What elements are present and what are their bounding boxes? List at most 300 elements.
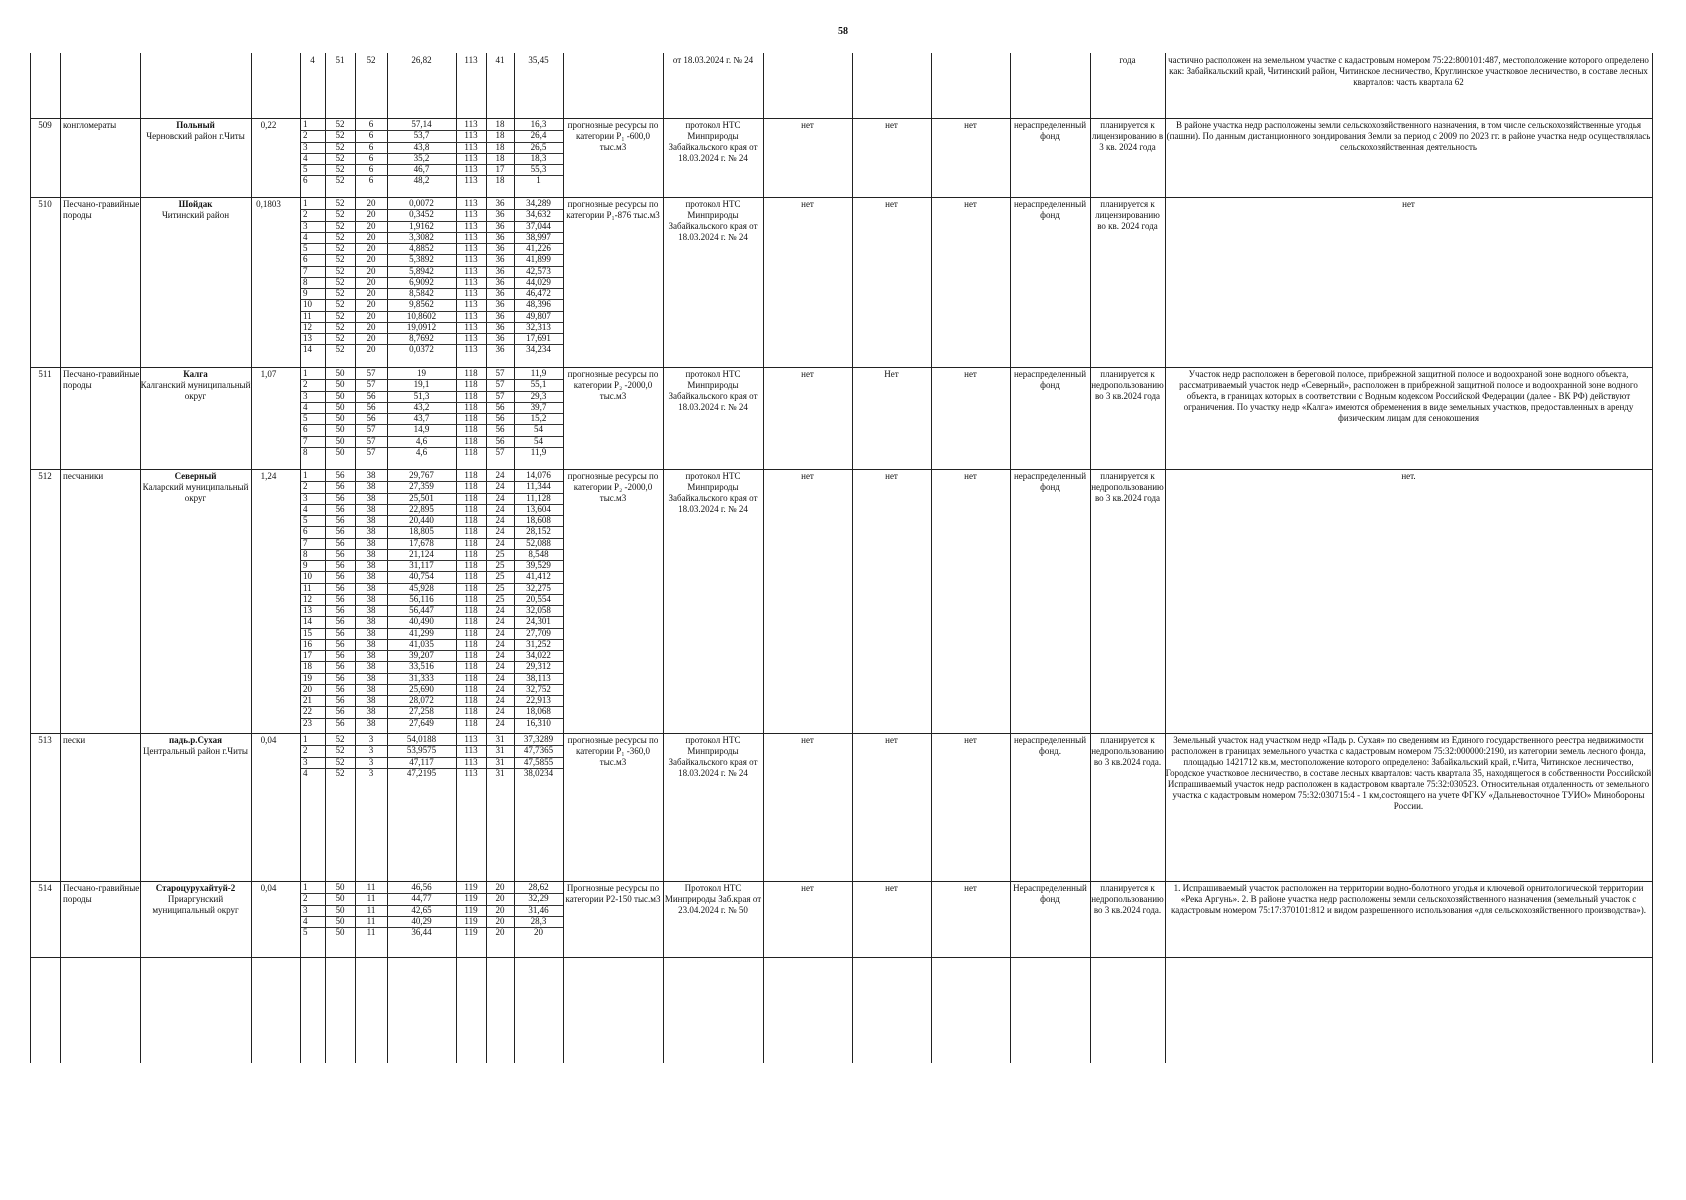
row-number: 510 <box>38 199 52 209</box>
coord-cell-e: 25 <box>495 548 505 559</box>
coord-cell-n: 10 <box>303 299 312 310</box>
site-name: Польный <box>176 120 215 130</box>
coord-cell-c: 46,7 <box>413 164 430 174</box>
coord-cell-a: 50 <box>335 413 345 423</box>
coord-cell-e: 24 <box>495 537 505 548</box>
coord-cell-n: 18 <box>303 661 312 672</box>
coord-cell-e: 24 <box>495 717 505 728</box>
coord-cell-n: 2 <box>303 209 308 220</box>
coord-cell-d: 113 <box>464 175 478 186</box>
coord-cell-b: 38 <box>366 503 376 514</box>
coord-cell-n: 5 <box>303 515 308 525</box>
coord-cell-d: 118 <box>464 672 478 683</box>
coord-cell-n: 4 <box>303 401 308 412</box>
coord-cell-c: 5,3892 <box>409 254 434 265</box>
coord-cell-e: 18 <box>495 175 505 186</box>
coord-cell-c: 0,3452 <box>409 209 434 220</box>
coord-cell-n: 1 <box>303 882 308 892</box>
coord-cell-c: 29,767 <box>409 470 434 480</box>
coord-cell-c: 42,65 <box>411 904 432 915</box>
coord-cell-c: 43,7 <box>413 413 430 423</box>
coord-cell-e: 24 <box>495 481 505 492</box>
coord-cell-f: 28,3 <box>530 915 547 926</box>
coord-cell-e: 36 <box>495 198 505 208</box>
coord-cell-d: 113 <box>464 152 478 163</box>
coord-cell-e: 36 <box>495 209 505 220</box>
coord-cell-f: 41,899 <box>526 254 551 265</box>
coord-cell-c: 14,9 <box>413 424 430 435</box>
coord-cell-b: 57 <box>366 435 376 446</box>
coord-cell-f: 47,7365 <box>523 745 554 756</box>
plan-cell: планируется к недропользованию во 3 кв.2024 года <box>1091 471 1164 503</box>
coord-cell-d: 113 <box>464 254 478 265</box>
coord-cell-a: 50 <box>335 927 345 937</box>
coord-cell-d: 118 <box>464 706 478 717</box>
coord-cell-c: 8,5842 <box>409 288 434 298</box>
coord-cell-a: 50 <box>335 401 345 412</box>
coord-cell-a: 56 <box>335 503 345 514</box>
coord-cell-c: 22,895 <box>409 503 434 514</box>
coord-cell-b: 38 <box>366 515 376 525</box>
coord-cell-a: 51 <box>335 55 345 65</box>
coord-cell-c: 27,649 <box>409 717 434 728</box>
coord-cell-b: 38 <box>366 582 376 593</box>
coord-cell-b: 6 <box>368 130 374 141</box>
row-divider <box>30 118 1652 119</box>
coord-cell-b: 57 <box>366 368 376 378</box>
coord-cell-b: 38 <box>366 672 376 683</box>
coord-cell-f: 41,412 <box>526 571 551 582</box>
row-divider <box>30 197 1652 198</box>
coord-cell-n: 3 <box>303 220 308 231</box>
coord-cell-e: 36 <box>495 321 505 332</box>
coord-cell-f: 38,113 <box>526 672 551 683</box>
flag-cell: нет <box>964 199 977 209</box>
coord-cell-b: 38 <box>366 548 376 559</box>
coord-cell-b: 38 <box>366 571 376 582</box>
coord-cell-e: 25 <box>495 560 505 570</box>
coord-cell-a: 50 <box>335 915 345 926</box>
row-number: 511 <box>38 369 52 379</box>
coord-cell-c: 28,072 <box>409 695 434 705</box>
coord-cell-f: 32,752 <box>526 683 551 694</box>
coord-cell-a: 56 <box>335 717 345 728</box>
coord-cell-e: 24 <box>495 515 505 525</box>
flag-cell: нет <box>964 369 977 379</box>
coord-cell-d: 113 <box>464 767 478 778</box>
coord-cell-a: 50 <box>335 893 345 904</box>
area: 0,22 <box>260 120 277 130</box>
flag-cell: нет <box>964 883 977 893</box>
coord-cell-a: 52 <box>335 265 345 276</box>
coord-cell-e: 31 <box>495 767 505 778</box>
coord-cell-a: 52 <box>335 152 345 163</box>
site-name: Калга <box>183 369 208 379</box>
coord-cell-a: 52 <box>335 220 345 231</box>
coord-cell-f: 38,997 <box>526 231 551 242</box>
coord-cell-d: 113 <box>464 321 478 332</box>
fund-cell: нераспределенный фонд <box>1013 199 1087 220</box>
flag-cell: нет <box>801 199 814 209</box>
coord-cell-b: 56 <box>366 401 376 412</box>
coord-cell-d: 118 <box>464 661 478 672</box>
coord-cell-b: 20 <box>366 243 376 253</box>
coord-cell-a: 56 <box>335 672 345 683</box>
district: Читинский район <box>161 210 230 220</box>
note-cell: частично расположен на земельном участке с кадастровым номером 75:22:800101:487, местоположение которого определено как: Забайкальский край, Читинский район, Читинское лесничество, Круглинское участковое лесничество, в составе лесных кварталов: часть квартала 62 <box>1168 55 1649 87</box>
coord-cell-e: 36 <box>495 220 505 231</box>
coord-cell-a: 52 <box>335 198 345 208</box>
coord-cell-n: 3 <box>303 904 308 915</box>
plan-cell: планируется к лицензированию во кв. 2024 года <box>1095 199 1160 231</box>
coord-cell-e: 31 <box>495 756 505 767</box>
coord-cell-d: 113 <box>464 141 478 152</box>
coord-cell-n: 14 <box>303 616 312 627</box>
flag-cell: нет <box>801 369 814 379</box>
mineral-type: песчаники <box>63 471 104 481</box>
plan-cell: планируется к недропользованию во 3 кв.2024 года. <box>1091 735 1164 767</box>
coord-cell-a: 56 <box>335 605 345 615</box>
row-number: 512 <box>38 471 52 481</box>
coord-cell-n: 11 <box>303 582 312 593</box>
coord-cell-b: 3 <box>368 756 374 767</box>
area: 0,04 <box>260 883 277 893</box>
coord-cell-a: 50 <box>335 446 345 457</box>
coord-cell-e: 36 <box>495 333 505 343</box>
coord-cell-f: 11,9 <box>530 368 547 378</box>
coord-cell-n: 7 <box>303 265 308 276</box>
coord-cell-a: 56 <box>335 627 345 638</box>
coord-cell-d: 118 <box>464 526 478 537</box>
coord-cell-c: 17,678 <box>409 537 434 548</box>
coord-cell-a: 56 <box>335 706 345 717</box>
coord-cell-b: 20 <box>366 254 376 265</box>
coord-cell-e: 24 <box>495 650 505 660</box>
coord-cell-d: 113 <box>464 130 478 141</box>
coord-cell-n: 5 <box>303 413 308 423</box>
coord-cell-d: 118 <box>464 717 478 728</box>
coord-cell-b: 11 <box>366 904 376 915</box>
coord-cell-c: 43,2 <box>413 401 430 412</box>
flag-cell: нет <box>885 120 898 130</box>
coord-cell-e: 24 <box>495 638 505 649</box>
mineral-type: Песчано-гравийные породы <box>63 199 140 220</box>
coord-cell-a: 52 <box>335 288 345 298</box>
coord-cell-n: 4 <box>303 915 308 926</box>
coord-cell-a: 56 <box>335 526 345 537</box>
coord-cell-e: 31 <box>495 745 505 756</box>
coord-cell-n: 3 <box>303 756 308 767</box>
coord-cell-c: 0,0372 <box>409 344 434 355</box>
coord-cell-b: 20 <box>366 344 376 355</box>
coord-cell-f: 48,396 <box>526 299 551 310</box>
coord-cell-d: 118 <box>464 605 478 615</box>
coord-cell-f: 16,310 <box>526 717 551 728</box>
coord-cell-a: 50 <box>335 368 345 378</box>
coord-cell-d: 118 <box>464 548 478 559</box>
protocol-cell: протокол НТС Минприроды Забайкальского края от 18.03.2024 г. № 24 <box>668 471 758 514</box>
coord-cell-a: 56 <box>335 616 345 627</box>
coord-cell-n: 5 <box>303 927 308 937</box>
coord-cell-a: 50 <box>335 390 345 401</box>
coord-cell-e: 20 <box>495 882 505 892</box>
coord-cell-f: 32,313 <box>526 321 551 332</box>
coord-cell-f: 54 <box>534 435 543 446</box>
coord-cell-b: 38 <box>366 537 376 548</box>
coord-cell-d: 118 <box>464 503 478 514</box>
coord-cell-n: 11 <box>303 310 312 321</box>
row-divider <box>30 367 1652 368</box>
coord-cell-n: 4 <box>303 767 308 778</box>
coord-cell-c: 4,8852 <box>409 243 434 253</box>
coord-cell-a: 52 <box>335 321 345 332</box>
coord-cell-n: 7 <box>303 435 308 446</box>
coord-cell-c: 41,035 <box>409 638 434 649</box>
district: Приаргунский муниципальный округ <box>152 894 239 915</box>
flag-cell: нет <box>801 120 814 130</box>
coord-cell-f: 32,29 <box>528 893 549 904</box>
coord-cell-d: 113 <box>464 265 478 276</box>
fund-cell: нераспределенный фонд <box>1013 471 1087 492</box>
coord-cell-f: 11,344 <box>526 481 551 492</box>
coord-cell-a: 50 <box>335 379 345 390</box>
protocol-cell: от 18.03.2024 г. № 24 <box>672 55 754 65</box>
coord-cell-e: 57 <box>495 379 505 390</box>
coord-cell-f: 41,226 <box>526 243 551 253</box>
coord-cell-b: 38 <box>366 481 376 492</box>
coord-cell-d: 113 <box>464 198 478 208</box>
coord-cell-f: 42,573 <box>526 265 551 276</box>
coord-cell-d: 118 <box>464 379 478 390</box>
coord-cell-f: 34,632 <box>526 209 551 220</box>
site-name: Северный <box>174 471 217 481</box>
coord-cell-f: 28,152 <box>526 526 551 537</box>
coord-cell-d: 119 <box>464 904 478 915</box>
coord-cell-c: 40,29 <box>411 915 432 926</box>
coord-cell-f: 11,128 <box>526 492 551 503</box>
coord-cell-b: 57 <box>366 446 376 457</box>
coord-cell-d: 118 <box>464 695 478 705</box>
coord-cell-c: 3,3082 <box>409 231 434 242</box>
coord-cell-b: 38 <box>366 706 376 717</box>
coord-cell-d: 113 <box>464 220 478 231</box>
coord-cell-f: 11,9 <box>530 446 547 457</box>
note-cell: Участок недр расположен в береговой полосе, прибрежной защитной полосе и водоохраной зоне водного объекта, рассматриваемый участок недр «Северный», расположен в прибрежной защитной полосе и водоохранной зоне водного объекта, в границах которых в соответствии с Водным кодексом Российской Федерации (далее - ВК РФ) действуют ограничения. По участку недр «Калга» имеются обременения в виде земельных участков, предоставленных в аренду физическим лицам для сенокошения <box>1179 369 1638 423</box>
coord-cell-a: 52 <box>335 745 345 756</box>
coord-cell-a: 50 <box>335 424 345 435</box>
coord-cell-n: 2 <box>303 130 308 141</box>
coord-cell-a: 52 <box>335 209 345 220</box>
coord-cell-a: 56 <box>335 560 345 570</box>
coord-cell-d: 113 <box>464 164 478 174</box>
coord-cell-n: 13 <box>303 333 312 343</box>
coord-cell-a: 50 <box>335 435 345 446</box>
coord-cell-c: 53,7 <box>413 130 430 141</box>
coord-cell-f: 24,301 <box>526 616 551 627</box>
coord-cell-f: 18,608 <box>526 515 551 525</box>
coord-cell-f: 34,234 <box>526 344 551 355</box>
coord-cell-d: 118 <box>464 390 478 401</box>
coord-cell-d: 118 <box>464 515 478 525</box>
coord-cell-b: 38 <box>366 593 376 604</box>
coord-cell-n: 4 <box>303 231 308 242</box>
coord-cell-n: 3 <box>303 492 308 503</box>
coord-cell-e: 24 <box>495 503 505 514</box>
coord-cell-d: 113 <box>464 745 478 756</box>
coord-cell-n: 9 <box>303 288 308 298</box>
coord-cell-d: 113 <box>464 333 478 343</box>
coord-cell-d: 113 <box>464 734 478 744</box>
coord-cell-b: 38 <box>366 683 376 694</box>
area: 0,04 <box>260 735 277 745</box>
coord-cell-f: 31,252 <box>526 638 551 649</box>
mineral-type: конгломераты <box>63 120 117 130</box>
plan-cell: планируется к лицензированию в 3 кв. 2024 года <box>1091 120 1164 152</box>
coord-cell-d: 118 <box>464 616 478 627</box>
coord-cell-e: 31 <box>495 734 505 744</box>
coord-cell-d: 118 <box>464 571 478 582</box>
coord-cell-c: 25,501 <box>409 492 434 503</box>
coord-cell-n: 7 <box>303 537 308 548</box>
coord-cell-d: 118 <box>464 401 478 412</box>
coord-cell-c: 25,690 <box>409 683 434 694</box>
coord-cell-b: 3 <box>368 734 374 744</box>
resources-cell: прогнозные ресурсы по категории Р₁ -360,0 тыс.м3 <box>567 735 659 767</box>
coord-cell-c: 36,44 <box>411 927 432 937</box>
coord-cell-e: 36 <box>495 344 505 355</box>
coord-cell-c: 27,359 <box>409 481 434 492</box>
coord-cell-a: 52 <box>335 254 345 265</box>
coord-cell-c: 56,116 <box>409 593 434 604</box>
coord-cell-f: 1 <box>536 175 541 186</box>
coord-cell-b: 38 <box>366 717 376 728</box>
coord-cell-d: 118 <box>464 627 478 638</box>
coord-cell-n: 2 <box>303 379 308 390</box>
coord-cell-d: 118 <box>464 582 478 593</box>
coord-cell-d: 113 <box>464 209 478 220</box>
coord-cell-b: 56 <box>366 413 376 423</box>
coord-cell-e: 18 <box>495 152 505 163</box>
coord-cell-f: 39,7 <box>530 401 547 412</box>
coord-cell-c: 0,0072 <box>409 198 434 208</box>
resources-cell: прогнозные ресурсы по категории Р₂ -2000,0 тыс.м3 <box>567 471 659 503</box>
coord-cell-e: 17 <box>495 164 505 174</box>
coord-cell-n: 19 <box>303 672 312 683</box>
coord-cell-a: 52 <box>335 175 345 186</box>
coord-cell-f: 32,275 <box>526 582 551 593</box>
coord-cell-b: 38 <box>366 560 376 570</box>
coord-cell-c: 21,124 <box>409 548 434 559</box>
coord-cell-n: 3 <box>303 141 308 152</box>
coord-cell-e: 24 <box>495 627 505 638</box>
coord-cell-f: 14,076 <box>526 470 551 480</box>
coord-cell-d: 119 <box>464 882 478 892</box>
coord-cell-b: 6 <box>368 164 374 174</box>
coord-cell-n: 6 <box>303 175 308 186</box>
coord-cell-b: 20 <box>366 231 376 242</box>
coord-cell-n: 8 <box>303 548 308 559</box>
coord-cell-d: 119 <box>464 915 478 926</box>
coord-cell-b: 20 <box>366 276 376 287</box>
coord-cell-e: 24 <box>495 695 505 705</box>
coord-cell-c: 26,82 <box>411 55 432 65</box>
coord-cell-f: 39,529 <box>526 560 551 570</box>
coord-cell-n: 2 <box>303 893 308 904</box>
row-divider <box>30 469 1652 470</box>
coord-cell-c: 31,333 <box>409 672 434 683</box>
coord-cell-b: 6 <box>368 152 374 163</box>
coord-cell-c: 43,8 <box>413 141 430 152</box>
coord-cell-a: 56 <box>335 638 345 649</box>
coord-cell-e: 24 <box>495 616 505 627</box>
coord-cell-e: 18 <box>495 141 505 152</box>
coord-cell-e: 36 <box>495 243 505 253</box>
coord-cell-e: 20 <box>495 904 505 915</box>
coord-cell-n: 12 <box>303 593 312 604</box>
coord-cell-b: 3 <box>368 767 374 778</box>
coord-cell-e: 36 <box>495 231 505 242</box>
coord-cell-a: 56 <box>335 537 345 548</box>
plan-cell: планируется к недропользованию во 3 кв.2024 года. <box>1091 883 1164 915</box>
coord-cell-c: 45,928 <box>409 582 434 593</box>
fund-cell: нераспределенный фонд. <box>1013 735 1087 756</box>
flag-cell: нет <box>885 199 898 209</box>
coord-cell-b: 11 <box>366 915 376 926</box>
district: Калганский муниципальный округ <box>140 380 251 401</box>
coord-cell-d: 118 <box>464 683 478 694</box>
coord-cell-f: 15,2 <box>530 413 547 423</box>
coord-cell-b: 57 <box>366 424 376 435</box>
coord-cell-e: 20 <box>495 915 505 926</box>
coord-cell-f: 29,3 <box>530 390 547 401</box>
coord-cell-f: 18,068 <box>526 706 551 717</box>
coord-cell-n: 9 <box>303 560 308 570</box>
coord-cell-n: 22 <box>303 706 312 717</box>
coord-cell-d: 118 <box>464 492 478 503</box>
coord-cell-a: 56 <box>335 492 345 503</box>
coord-cell-a: 52 <box>335 344 345 355</box>
coord-cell-c: 31,117 <box>409 560 434 570</box>
coord-cell-b: 57 <box>366 379 376 390</box>
coord-cell-n: 1 <box>303 734 308 744</box>
protocol-cell: протокол НТС Минприроды Забайкальского края от 18.03.2024 г. № 24 <box>668 735 758 778</box>
coord-cell-e: 57 <box>495 368 505 378</box>
coord-cell-b: 38 <box>366 650 376 660</box>
district: Центральный район г.Читы <box>143 746 248 756</box>
protocol-cell: Протокол НТС Минприроды Заб.края от 23.04.2024 г. № 50 <box>664 883 762 915</box>
coord-cell-a: 52 <box>335 119 345 129</box>
coord-cell-c: 33,516 <box>409 661 434 672</box>
coord-cell-a: 52 <box>335 130 345 141</box>
coord-cell-c: 54,0188 <box>406 734 437 744</box>
coord-cell-f: 28,62 <box>528 882 549 892</box>
coord-cell-b: 38 <box>366 470 376 480</box>
coord-cell-a: 52 <box>335 734 345 744</box>
protocol-cell: протокол НТС Минприроды Забайкальского края от 18.03.2024 г. № 24 <box>668 199 758 242</box>
coord-cell-d: 113 <box>464 288 478 298</box>
coord-cell-d: 118 <box>464 413 478 423</box>
coord-cell-c: 47,2195 <box>406 767 437 778</box>
coord-cell-a: 52 <box>335 310 345 321</box>
coord-cell-f: 22,913 <box>526 695 551 705</box>
coord-cell-b: 52 <box>366 55 376 65</box>
coord-cell-e: 18 <box>495 130 505 141</box>
flag-cell: нет <box>964 120 977 130</box>
mineral-type: пески <box>63 735 86 745</box>
coord-cell-e: 41 <box>495 55 505 65</box>
flag-cell: нет <box>885 735 898 745</box>
district: Каларский муниципальный округ <box>142 482 249 503</box>
